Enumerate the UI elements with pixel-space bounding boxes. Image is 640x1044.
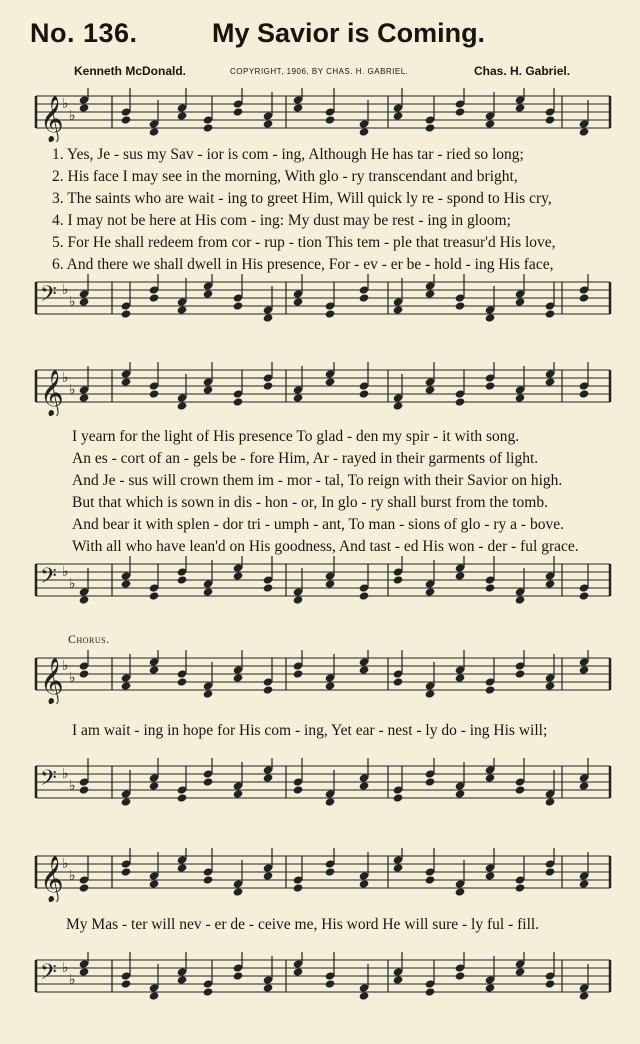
verse-line-2b: An es - cort of an - gels be - fore Him, Ar - rayed in their garments of light. <box>72 450 539 467</box>
verse-line-4a: 4. I may not be here at His com - ing: My dust may be rest - ing in gloom; <box>52 212 511 229</box>
hymn-title: My Savior is Coming. <box>212 18 486 48</box>
svg-text:♭: ♭ <box>62 658 69 674</box>
bass-staff-1 <box>0 274 640 328</box>
bass-staff-4 <box>0 952 640 1006</box>
svg-text:♭: ♭ <box>69 972 76 988</box>
svg-text:♭: ♭ <box>69 670 76 686</box>
svg-text:♭: ♭ <box>62 564 69 580</box>
svg-text:𝄢: 𝄢 <box>40 564 57 594</box>
svg-text:𝄢: 𝄢 <box>40 282 57 312</box>
verse-line-5b: And bear it with splen - dor tri - umph - ant, To man - sions of glo - ry a - bove. <box>72 516 564 533</box>
svg-text:♭: ♭ <box>69 868 76 884</box>
treble-staff-3 <box>0 650 640 704</box>
copyright-notice: COPYRIGHT, 1906, BY CHAS. H. GABRIEL. <box>230 67 409 76</box>
verse-line-1b: I yearn for the light of His presence To glad - den my spir - it with song. <box>72 428 520 445</box>
svg-text:♭: ♭ <box>62 282 69 298</box>
bass-staff-3 <box>0 758 640 812</box>
verse-line-3b: And Je - sus will crown them im - mor - tal, To reign with their Savior on high. <box>72 472 563 489</box>
bass-staff-2 <box>0 556 640 610</box>
svg-text:𝄞: 𝄞 <box>40 658 64 704</box>
treble-staff-2 <box>0 362 640 416</box>
svg-text:♭: ♭ <box>62 766 69 782</box>
chorus-label: Chorus. <box>68 632 110 646</box>
verse-line-6b: With all who have lean'd on His goodness, And tast - ed His won - der - ful grace. <box>72 538 579 555</box>
treble-staff-4 <box>0 848 640 902</box>
hymn-number: No. 136. <box>30 18 138 48</box>
svg-text:♭: ♭ <box>62 370 69 386</box>
svg-text:♭: ♭ <box>69 778 76 794</box>
verse-line-3a: 3. The saints who are wait - ing to greet Him, Will quick ly re - spond to His cry, <box>52 190 552 207</box>
verse-line-6a: 6. And there we shall dwell in His presence, For - ev - er be - hold - ing His face, <box>52 256 554 273</box>
verse-line-1a: 1. Yes, Je - sus my Sav - ior is com - ing, Although He has tar - ried so long; <box>52 146 524 163</box>
svg-text:♭: ♭ <box>69 382 76 398</box>
chorus-line-1: I am wait - ing in hope for His com - ing, Yet ear - nest - ly do - ing His will; <box>72 722 548 739</box>
svg-text:𝄢: 𝄢 <box>40 960 57 990</box>
svg-text:♭: ♭ <box>62 960 69 976</box>
treble-staff-1 <box>0 88 640 142</box>
svg-text:𝄞: 𝄞 <box>40 856 64 902</box>
svg-text:♭: ♭ <box>69 576 76 592</box>
svg-text:𝄞: 𝄞 <box>40 370 64 416</box>
verse-line-2a: 2. His face I may see in the morning, With glo - ry transcendant and bright, <box>52 168 518 185</box>
svg-text:♭: ♭ <box>69 108 76 124</box>
verse-line-5a: 5. For He shall redeem from cor - rup - tion This tem - ple that treasur'd His love, <box>52 234 556 251</box>
hymn-header <box>0 18 640 58</box>
svg-text:♭: ♭ <box>69 294 76 310</box>
svg-text:𝄞: 𝄞 <box>40 96 64 142</box>
composer-credit: Chas. H. Gabriel. <box>474 64 571 78</box>
author-credit: Kenneth McDonald. <box>74 64 187 78</box>
svg-text:𝄢: 𝄢 <box>40 766 57 796</box>
svg-text:♭: ♭ <box>62 96 69 112</box>
verse-line-4b: But that which is sown in dis - hon - or, In glo - ry shall burst from the tomb. <box>72 494 548 511</box>
svg-text:♭: ♭ <box>62 856 69 872</box>
chorus-line-2: My Mas - ter will nev - er de - ceive me, His word He will sure - ly ful - fill. <box>66 916 540 933</box>
credits-row <box>0 64 640 82</box>
